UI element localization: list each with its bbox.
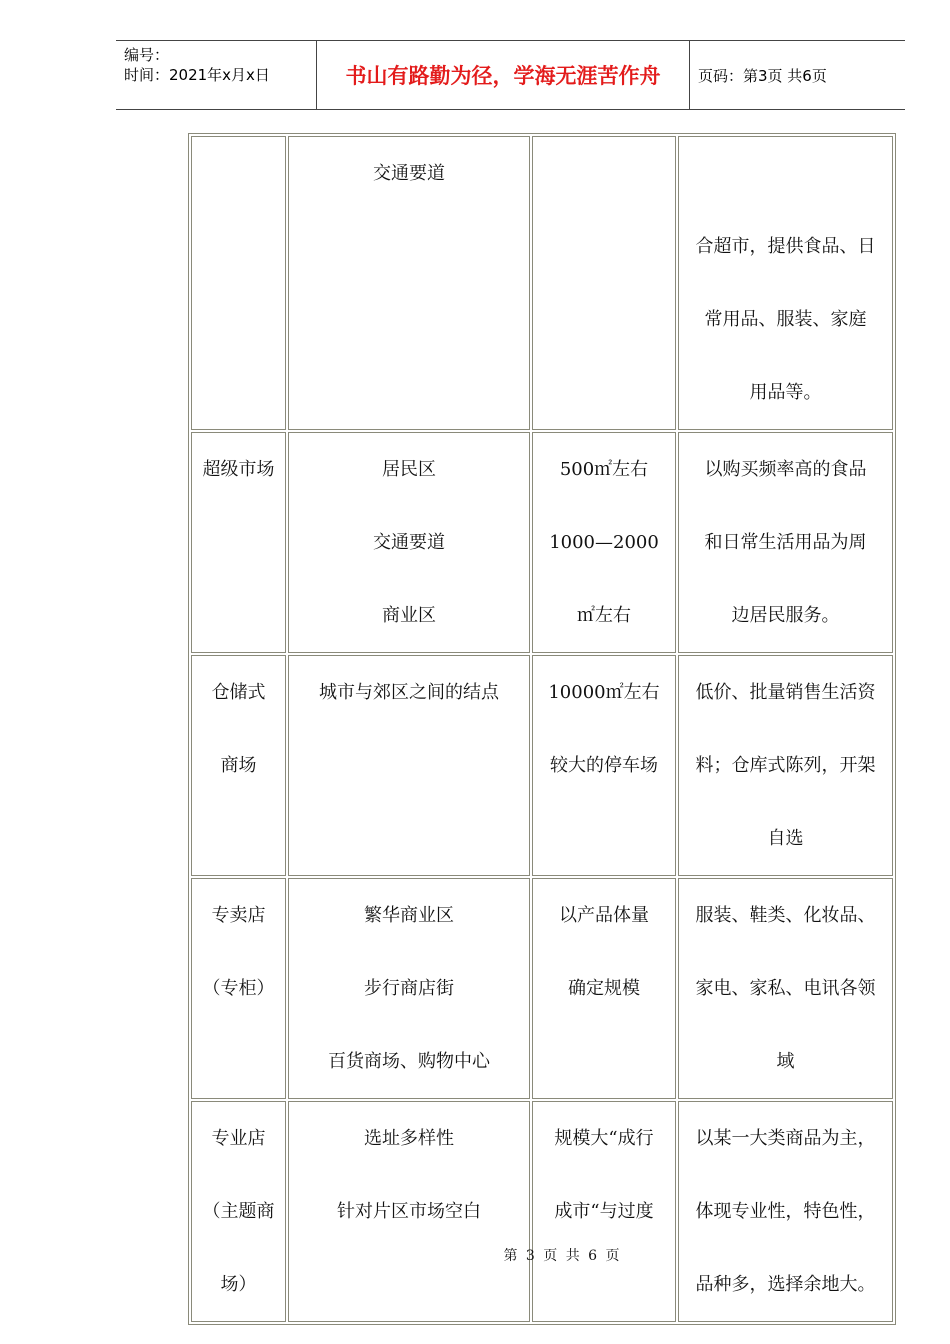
table-cell-type <box>191 1101 286 1322</box>
cell-text: 和日常生活用品为周 <box>704 532 867 553</box>
table-cell-type <box>191 136 286 430</box>
table-cell-location <box>288 1101 530 1322</box>
table-cell-location <box>288 878 530 1099</box>
header-motto: 书山有路勤为径，学海无涯苦作舟 <box>345 64 661 88</box>
table-cell-features <box>678 655 893 876</box>
cell-text: 500㎡左右 <box>559 459 649 480</box>
time-label: 时间：2021年x月x日 <box>124 66 270 84</box>
table-cell-scale <box>532 136 676 430</box>
retail-format-table <box>188 133 896 1325</box>
cell-text: 服装、鞋类、化妆品、 <box>695 905 876 926</box>
cell-text: 料；仓库式陈列，开架 <box>695 755 876 776</box>
table-cell-features <box>678 136 893 430</box>
table-cell-scale <box>532 1101 676 1322</box>
header-meta <box>124 45 270 85</box>
cell-text: 确定规模 <box>568 978 640 999</box>
header-divider <box>689 41 690 109</box>
cell-text: 1000—2000 <box>549 532 659 553</box>
cell-text: 交通要道 <box>373 163 445 184</box>
footer-page-number: 第 3 页 共 6 页 <box>503 1248 622 1264</box>
table-cell-scale <box>532 878 676 1099</box>
cell-text: 成市“与过度 <box>554 1201 654 1222</box>
table-cell-location <box>288 432 530 653</box>
table-cell-location <box>288 136 530 430</box>
table-row <box>191 655 893 876</box>
cell-text: 繁华商业区 <box>364 905 454 926</box>
cell-text: 步行商店街 <box>364 978 454 999</box>
page-footer <box>0 1245 950 1265</box>
table-row <box>191 1101 893 1322</box>
cell-text: 品种多，选择余地大。 <box>695 1274 876 1295</box>
cell-text: 专业店 <box>211 1128 266 1149</box>
cell-text: 10000㎡左右 <box>548 682 660 703</box>
cell-text: 选址多样性 <box>364 1128 454 1149</box>
cell-text: ㎡左右 <box>577 605 631 626</box>
cell-text: 以购买频率高的食品 <box>704 459 867 480</box>
table-cell-features <box>678 878 893 1099</box>
cell-text: （主题商 <box>202 1201 275 1222</box>
cell-text: 用品等。 <box>749 382 822 403</box>
cell-text: 仓储式 <box>211 682 266 703</box>
table-row <box>191 432 893 653</box>
table-row <box>191 878 893 1099</box>
table-row <box>191 136 893 430</box>
cell-text: 超级市场 <box>202 459 275 480</box>
cell-text: 交通要道 <box>373 532 445 553</box>
cell-text: 以产品体量 <box>559 905 649 926</box>
table-cell-type <box>191 655 286 876</box>
table-cell-type <box>191 878 286 1099</box>
number-label: 编号： <box>124 46 170 64</box>
cell-text: 规模大“成行 <box>554 1128 654 1149</box>
table-cell-scale <box>532 655 676 876</box>
cell-text: 专卖店 <box>211 905 266 926</box>
cell-text: 居民区 <box>382 459 436 480</box>
cell-text: 较大的停车场 <box>550 755 658 776</box>
cell-text: 百货商场、购物中心 <box>328 1051 490 1072</box>
cell-text: 商业区 <box>382 605 436 626</box>
cell-text: 合超市，提供食品、日 <box>695 236 876 257</box>
cell-text: 体现专业性，特色性， <box>695 1201 876 1222</box>
table-cell-features <box>678 432 893 653</box>
cell-text: 域 <box>776 1051 795 1072</box>
table-cell-location <box>288 655 530 876</box>
cell-text: 场） <box>220 1274 257 1295</box>
table-cell-scale <box>532 432 676 653</box>
cell-text: 边居民服务。 <box>731 605 840 626</box>
cell-text: 常用品、服装、家庭 <box>704 309 867 330</box>
cell-text: 商场 <box>220 755 257 776</box>
page-header <box>116 40 905 110</box>
cell-text <box>679 137 892 210</box>
table-cell-features <box>678 1101 893 1322</box>
cell-text: 家电、家私、电讯各领 <box>695 978 876 999</box>
header-page-info: 页码：第3页 共6页 <box>698 66 827 85</box>
cell-text: 低价、批量销售生活资 <box>695 682 876 703</box>
cell-text: （专柜） <box>202 978 275 999</box>
cell-text: 自选 <box>767 828 804 849</box>
cell-text: 以某一大类商品为主， <box>695 1128 876 1149</box>
cell-text: 城市与郊区之间的结点 <box>319 682 499 703</box>
table-cell-type <box>191 432 286 653</box>
cell-text: 针对片区市场空白 <box>337 1201 481 1222</box>
